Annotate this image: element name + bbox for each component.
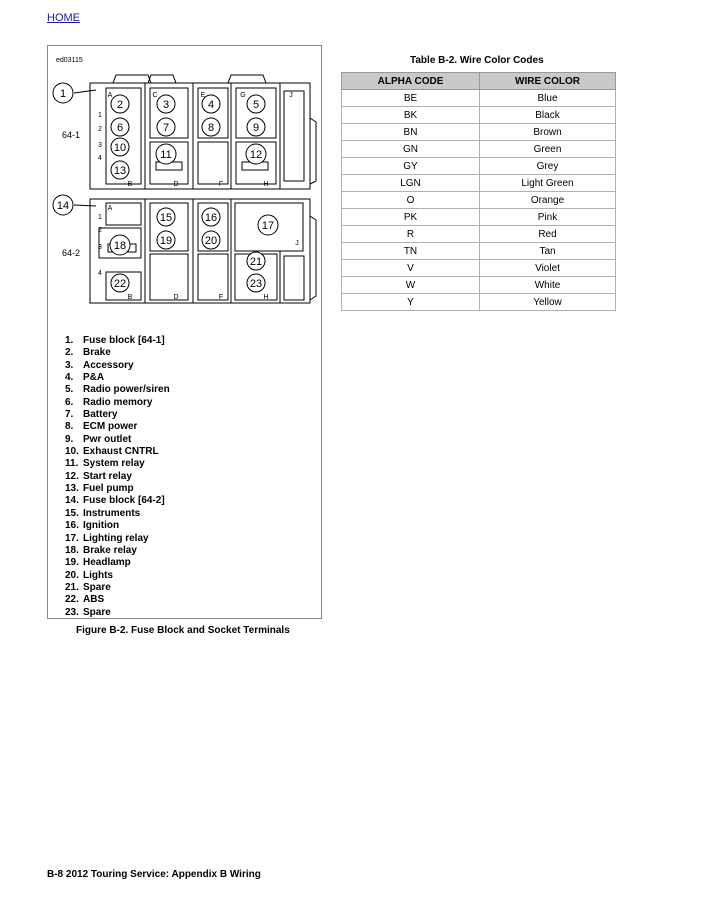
- legend-label: Instruments: [83, 507, 141, 519]
- legend-label: Headlamp: [83, 557, 131, 569]
- legend-label: Radio memory: [83, 396, 153, 408]
- callout-number: 22: [113, 278, 127, 290]
- alpha-code-cell: GN: [342, 141, 480, 158]
- legend-label: Pwr outlet: [83, 433, 132, 445]
- terminal-num-1: 1: [98, 214, 102, 221]
- callout-12: [246, 144, 266, 164]
- callout-number: 5: [252, 99, 260, 111]
- block-label-64-1: 64-1: [62, 130, 81, 140]
- callout-20: [202, 231, 220, 249]
- callout-number: 13: [113, 165, 127, 177]
- callout-21: [247, 252, 265, 270]
- callout-number: 3: [162, 99, 170, 111]
- legend-label: Fuse block [64-2]: [83, 495, 165, 507]
- terminal-letter-b: B: [127, 181, 133, 188]
- callout-5: [247, 95, 265, 113]
- legend-item: [65, 347, 170, 359]
- terminal-num-3: 3: [98, 244, 102, 251]
- callout-6: [111, 118, 129, 136]
- alpha-code-cell: PK: [342, 209, 480, 226]
- callout-1: [53, 83, 73, 103]
- callout-number: 7: [162, 122, 170, 134]
- legend-label: Lighting relay: [83, 532, 149, 544]
- wire-color-cell: Red: [480, 226, 616, 243]
- callout-9: [247, 118, 265, 136]
- legend-item: [65, 434, 170, 446]
- table-row: [342, 277, 616, 294]
- callout-19: [157, 231, 175, 249]
- legend-number: 17.: [65, 532, 79, 544]
- wire-color-cell: Violet: [480, 260, 616, 277]
- callout-number: 10: [113, 142, 127, 154]
- callout-number: 4: [207, 99, 215, 111]
- alpha-code-cell: R: [342, 226, 480, 243]
- table-header-row: [342, 73, 616, 90]
- legend-item: [65, 458, 170, 470]
- callout-number: 15: [159, 212, 173, 224]
- legend-label: Exhaust CNTRL: [83, 446, 159, 458]
- callout-number: 1: [59, 88, 67, 100]
- legend-label: System relay: [83, 458, 145, 470]
- terminal-letter-d: D: [173, 294, 179, 301]
- terminal-num-4: 4: [98, 270, 102, 277]
- alpha-code-cell: LGN: [342, 175, 480, 192]
- callout-number: 17: [261, 220, 275, 232]
- terminal-letter-j: J: [295, 240, 299, 247]
- terminal-letter-f: F: [218, 294, 224, 301]
- callout-number: 2: [116, 99, 124, 111]
- terminal-letter-b: B: [127, 294, 133, 301]
- callout-number: 19: [159, 235, 173, 247]
- legend-item: [65, 570, 170, 582]
- terminal-letter-h: H: [263, 294, 269, 301]
- legend-label: Fuel pump: [83, 483, 134, 495]
- terminal-letter-d: D: [173, 181, 179, 188]
- legend-label: ECM power: [83, 421, 138, 433]
- legend-number: 1.: [65, 335, 74, 346]
- legend-number: 6.: [65, 396, 74, 408]
- legend-label: Spare: [83, 606, 111, 618]
- callout-markers: [53, 83, 278, 292]
- terminal-letter-j: J: [289, 92, 293, 99]
- terminal-num-2: 2: [98, 227, 102, 234]
- header-alpha-code: ALPHA CODE: [342, 73, 480, 90]
- callout-number: 8: [207, 122, 215, 134]
- legend-item: [65, 533, 170, 545]
- legend-label: Start relay: [83, 470, 132, 482]
- legend-label: Fuse block [64-1]: [83, 335, 165, 346]
- legend-label: P&A: [83, 372, 105, 384]
- callout-3: [157, 95, 175, 113]
- legend-label: Brake relay: [83, 544, 137, 556]
- callout-number: 16: [204, 212, 218, 224]
- callout-13: [111, 161, 129, 179]
- fuse-block-diagram: [48, 46, 323, 331]
- legend-item: [65, 557, 170, 569]
- callout-number: 14: [56, 200, 70, 212]
- legend-item: [65, 582, 170, 594]
- wire-color-cell: Grey: [480, 158, 616, 175]
- callout-18: [110, 235, 130, 255]
- callout-number: 18: [113, 240, 127, 252]
- fuse-block-figure: [47, 45, 322, 619]
- callout-number: 20: [204, 235, 218, 247]
- table-row: [342, 124, 616, 141]
- wire-color-cell: Yellow: [480, 294, 616, 311]
- table-caption: Table B-2. Wire Color Codes: [410, 55, 544, 66]
- legend-item: [65, 545, 170, 557]
- legend-item: [65, 607, 170, 619]
- legend-number: 14.: [65, 495, 79, 507]
- alpha-code-cell: W: [342, 277, 480, 294]
- legend-number: 9.: [65, 433, 74, 445]
- home-link[interactable]: HOME: [47, 12, 80, 24]
- callout-8: [202, 118, 220, 136]
- legend-number: 3.: [65, 359, 74, 371]
- table-row: [342, 209, 616, 226]
- legend-item: [65, 508, 170, 520]
- legend-item: [65, 360, 170, 372]
- callout-7: [157, 118, 175, 136]
- table-row: [342, 294, 616, 311]
- page-footer: B-8 2012 Touring Service: Appendix B Wiring: [47, 869, 261, 880]
- callout-number: 11: [160, 149, 172, 161]
- legend-item: [65, 421, 170, 433]
- alpha-code-cell: O: [342, 192, 480, 209]
- legend-label: Spare: [83, 581, 111, 593]
- legend-number: 5.: [65, 384, 74, 396]
- legend-number: 12.: [65, 470, 79, 482]
- wire-color-cell: White: [480, 277, 616, 294]
- callout-17: [258, 215, 278, 235]
- table-row: [342, 226, 616, 243]
- alpha-code-cell: TN: [342, 243, 480, 260]
- figure-caption: Figure B-2. Fuse Block and Socket Terminals: [76, 625, 290, 636]
- legend-number: 18.: [65, 544, 79, 556]
- wire-color-table: [341, 72, 616, 311]
- callout-14: [53, 195, 73, 215]
- legend-number: 15.: [65, 507, 79, 519]
- callout-number: 6: [116, 122, 124, 134]
- terminal-letter-e: E: [200, 92, 206, 99]
- terminal-letter-f: F: [218, 181, 224, 188]
- table-body: [342, 90, 616, 311]
- terminal-num-1: 1: [98, 112, 102, 119]
- legend-label: Ignition: [83, 520, 120, 532]
- legend-number: 23.: [65, 606, 79, 618]
- legend-number: 19.: [65, 557, 79, 569]
- legend-item: [65, 520, 170, 532]
- callout-number: 12: [249, 149, 263, 161]
- callout-number: 9: [252, 122, 260, 134]
- table-row: [342, 141, 616, 158]
- legend-label: Lights: [83, 569, 113, 581]
- callout-2: [111, 95, 129, 113]
- callout-16: [202, 208, 220, 226]
- callout-number: 21: [249, 256, 263, 268]
- legend-item: [65, 335, 170, 347]
- alpha-code-cell: BK: [342, 107, 480, 124]
- legend-number: 10.: [65, 446, 79, 458]
- alpha-code-cell: V: [342, 260, 480, 277]
- legend-item: [65, 397, 170, 409]
- alpha-code-cell: Y: [342, 294, 480, 311]
- legend-label: Accessory: [83, 359, 134, 371]
- legend-item: [65, 384, 170, 396]
- table-row: [342, 90, 616, 107]
- legend-number: 8.: [65, 421, 74, 433]
- wire-color-cell: Orange: [480, 192, 616, 209]
- figure-legend: [65, 335, 170, 619]
- wire-color-cell: Light Green: [480, 175, 616, 192]
- wire-color-cell: Tan: [480, 243, 616, 260]
- callout-10: [111, 138, 129, 156]
- alpha-code-cell: GY: [342, 158, 480, 175]
- alpha-code-cell: BN: [342, 124, 480, 141]
- legend-number: 20.: [65, 569, 79, 581]
- wire-color-cell: Pink: [480, 209, 616, 226]
- table-row: [342, 158, 616, 175]
- wire-color-cell: Brown: [480, 124, 616, 141]
- callout-22: [111, 274, 129, 292]
- figure-code: ed03115: [56, 57, 83, 64]
- callout-15: [157, 208, 175, 226]
- callout-23: [247, 274, 265, 292]
- table-row: [342, 192, 616, 209]
- legend-item: [65, 409, 170, 421]
- block-label-64-2: 64-2: [62, 248, 81, 258]
- legend-number: 21.: [65, 581, 79, 593]
- table-row: [342, 260, 616, 277]
- legend-number: 4.: [65, 372, 74, 384]
- wire-color-cell: Green: [480, 141, 616, 158]
- terminal-letter-g: G: [240, 92, 246, 99]
- terminal-letter-c: C: [152, 92, 158, 99]
- table-row: [342, 175, 616, 192]
- legend-number: 11.: [65, 458, 79, 470]
- legend-item: [65, 446, 170, 458]
- legend-item: [65, 594, 170, 606]
- legend-label: Brake: [83, 347, 111, 359]
- legend-label: ABS: [83, 594, 105, 606]
- wire-color-cell: Blue: [480, 90, 616, 107]
- legend-label: Battery: [83, 409, 118, 421]
- legend-number: 13.: [65, 483, 79, 495]
- legend-number: 7.: [65, 409, 74, 421]
- legend-number: 22.: [65, 594, 79, 606]
- terminal-letter-h: H: [263, 181, 269, 188]
- table-row: [342, 243, 616, 260]
- terminal-num-4: 4: [98, 155, 102, 162]
- terminal-num-2: 2: [98, 126, 102, 133]
- legend-item: [65, 372, 170, 384]
- callout-4: [202, 95, 220, 113]
- legend-number: 16.: [65, 520, 79, 532]
- callout-number: 23: [249, 278, 263, 290]
- wire-color-cell: Black: [480, 107, 616, 124]
- alpha-code-cell: BE: [342, 90, 480, 107]
- legend-item: [65, 495, 170, 507]
- terminal-letter-a: A: [107, 92, 113, 99]
- legend-label: Radio power/siren: [83, 384, 170, 396]
- legend-item: [65, 471, 170, 483]
- callout-11: [156, 144, 176, 164]
- legend-item: [65, 483, 170, 495]
- header-wire-color: WIRE COLOR: [480, 73, 616, 90]
- legend-number: 2.: [65, 347, 74, 359]
- terminal-letter-a: A: [107, 205, 113, 212]
- terminal-num-3: 3: [98, 142, 102, 149]
- table-row: [342, 107, 616, 124]
